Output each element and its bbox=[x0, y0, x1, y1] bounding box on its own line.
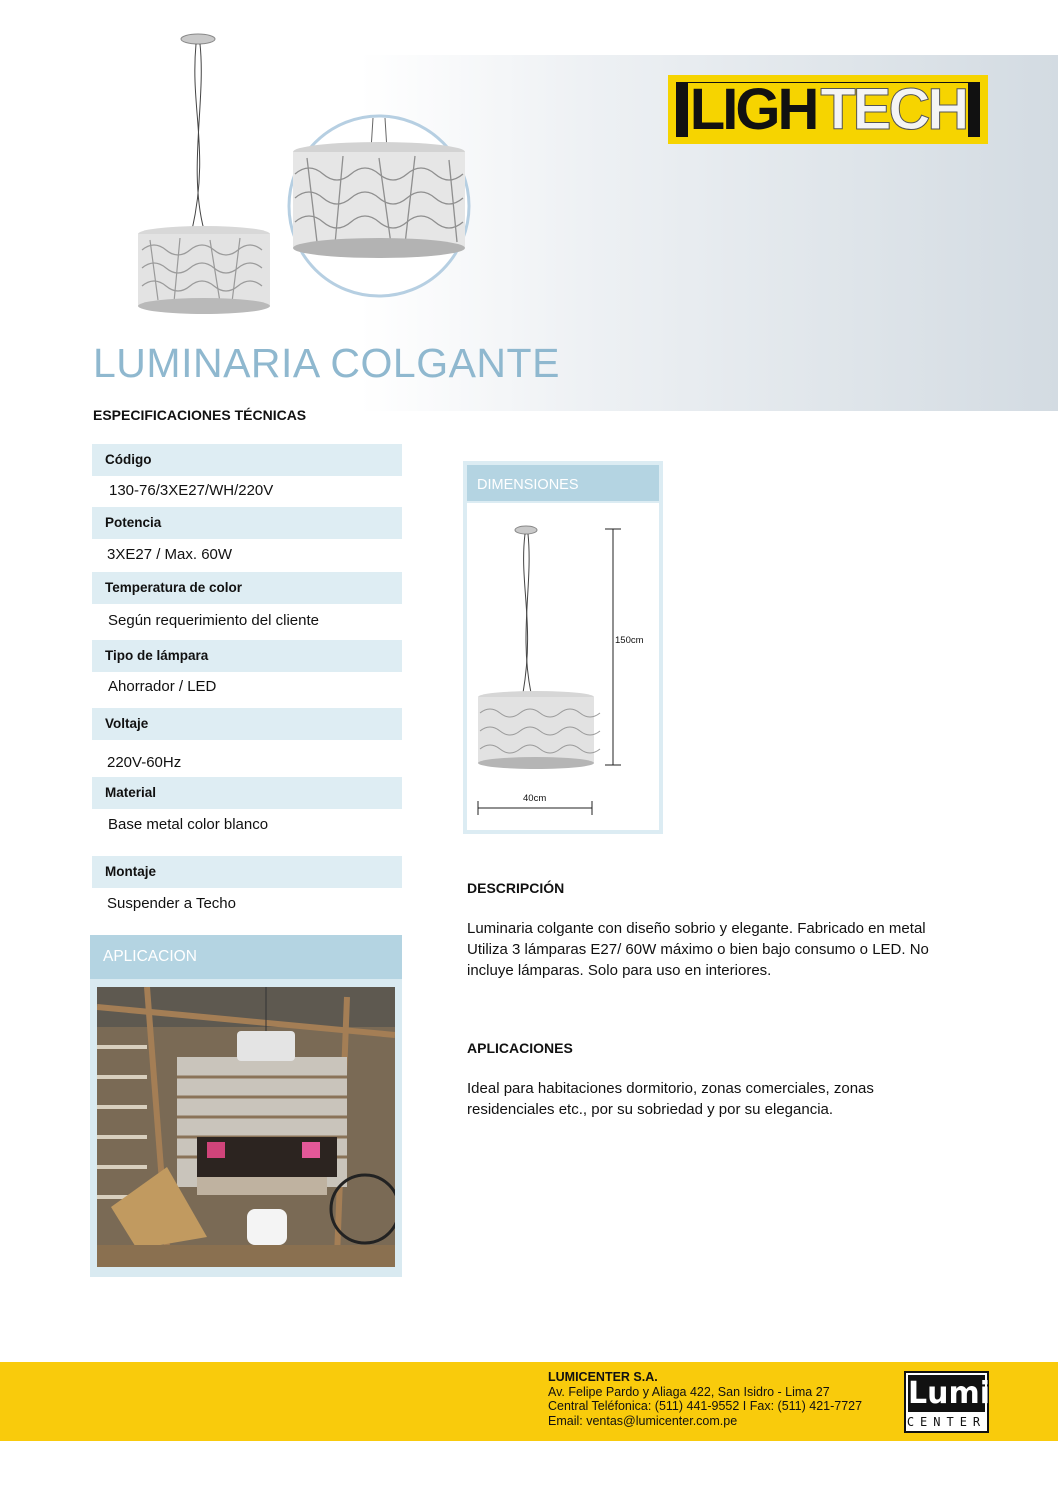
footer-band bbox=[0, 1362, 1058, 1441]
dimensions-drawing-area bbox=[467, 503, 659, 830]
applications-text bbox=[467, 1078, 987, 1120]
logo-text-light: TECH bbox=[820, 76, 967, 142]
logo-text-dark: LIGH bbox=[689, 76, 817, 142]
application-header: APLICACION bbox=[90, 935, 402, 979]
description-text bbox=[467, 918, 987, 981]
applications-line: Ideal para habitaciones dormitorio, zonas comerciales, zonas bbox=[467, 1080, 874, 1097]
spec-label-codigo: Código bbox=[92, 444, 402, 476]
applications-line: residenciales etc., por su sobriedad y por su elegancia. bbox=[467, 1101, 834, 1118]
description-heading: DESCRIPCIÓN bbox=[467, 880, 565, 896]
footer-email: Email: ventas@lumicenter.com.pe bbox=[548, 1413, 738, 1428]
footer-company: LUMICENTER S.A. bbox=[548, 1370, 658, 1384]
description-line: Luminaria colgante con diseño sobrio y elegante. Fabricado en metal bbox=[467, 920, 926, 937]
specs-heading: ESPECIFICACIONES TÉCNICAS bbox=[93, 407, 307, 423]
spec-value-tipo-lampara: Ahorrador / LED bbox=[108, 678, 217, 695]
lumicenter-logo bbox=[904, 1371, 989, 1433]
application-box bbox=[90, 935, 402, 1277]
footer-address: Av. Felipe Pardo y Aliaga 422, San Isidro - Lima 27 bbox=[548, 1384, 830, 1399]
lightech-logo bbox=[668, 75, 988, 144]
spec-label-temperatura: Temperatura de color bbox=[92, 572, 402, 604]
height-dimension-line bbox=[605, 529, 621, 765]
spec-label-tipo-lampara: Tipo de lámpara bbox=[92, 640, 402, 672]
spec-value-montaje: Suspender a Techo bbox=[107, 895, 236, 912]
footer-contact bbox=[548, 1370, 862, 1428]
spec-label-potencia: Potencia bbox=[92, 507, 402, 539]
page-title: LUMINARIA COLGANTE bbox=[93, 340, 560, 386]
spec-value-voltaje: 220V-60Hz bbox=[107, 754, 182, 771]
dimensions-box bbox=[463, 461, 663, 834]
product-photo-detail bbox=[273, 112, 485, 300]
description-line: Utiliza 3 lámparas E27/ 60W máximo o bien bajo consumo o LED. No bbox=[467, 941, 929, 958]
spec-value-material: Base metal color blanco bbox=[108, 816, 269, 833]
product-photo-pendant bbox=[130, 30, 280, 320]
spec-value-codigo: 130-76/3XE27/WH/220V bbox=[109, 482, 274, 499]
application-photo bbox=[97, 987, 395, 1267]
spec-label-montaje: Montaje bbox=[92, 856, 402, 888]
description-line: incluye lámparas. Solo para uso en interiores. bbox=[467, 962, 772, 979]
logo-inner bbox=[676, 76, 980, 142]
spec-label-material: Material bbox=[92, 777, 402, 809]
lumi-logo-top: Lumi bbox=[908, 1376, 991, 1411]
dimensions-drawing bbox=[467, 503, 659, 830]
lumi-logo-bottom: CENTER bbox=[906, 1415, 987, 1429]
spec-value-potencia: 3XE27 / Max. 60W bbox=[107, 546, 233, 563]
spec-label-voltaje: Voltaje bbox=[92, 708, 402, 740]
width-label: 40cm bbox=[523, 793, 547, 804]
applications-heading: APLICACIONES bbox=[467, 1040, 573, 1056]
dimensions-header: DIMENSIONES bbox=[467, 465, 659, 501]
spec-value-temperatura: Según requerimiento del cliente bbox=[108, 612, 319, 629]
footer-phones: Central Teléfonica: (511) 441-9552 I Fax: (511) 421-7727 bbox=[548, 1399, 863, 1413]
height-label: 150cm bbox=[615, 635, 644, 646]
